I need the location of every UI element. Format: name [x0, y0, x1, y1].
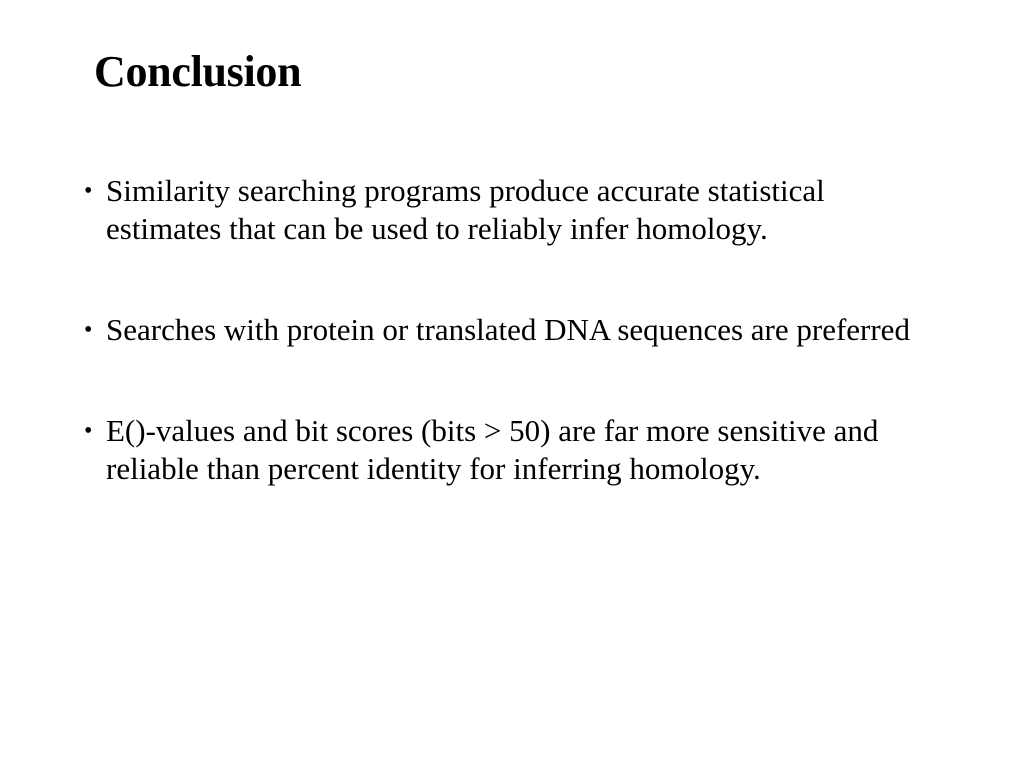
bullet-text: E()-values and bit scores (bits > 50) are far more sensitive and reliable than percent identity for inferring homology.: [106, 413, 879, 486]
bullet-list: [84, 172, 924, 488]
bullet-icon: •: [84, 178, 93, 204]
bullet-text: Searches with protein or translated DNA sequences are preferred: [106, 312, 910, 347]
bullet-icon: •: [84, 317, 93, 343]
slide-title: Conclusion: [94, 47, 302, 96]
bullet-item: [84, 172, 924, 248]
bullet-text: Similarity searching programs produce accurate statistical estimates that can be used to reliably infer homology.: [106, 173, 825, 246]
bullet-item: [84, 412, 924, 488]
bullet-icon: •: [84, 418, 93, 444]
bullet-item: [84, 311, 924, 349]
